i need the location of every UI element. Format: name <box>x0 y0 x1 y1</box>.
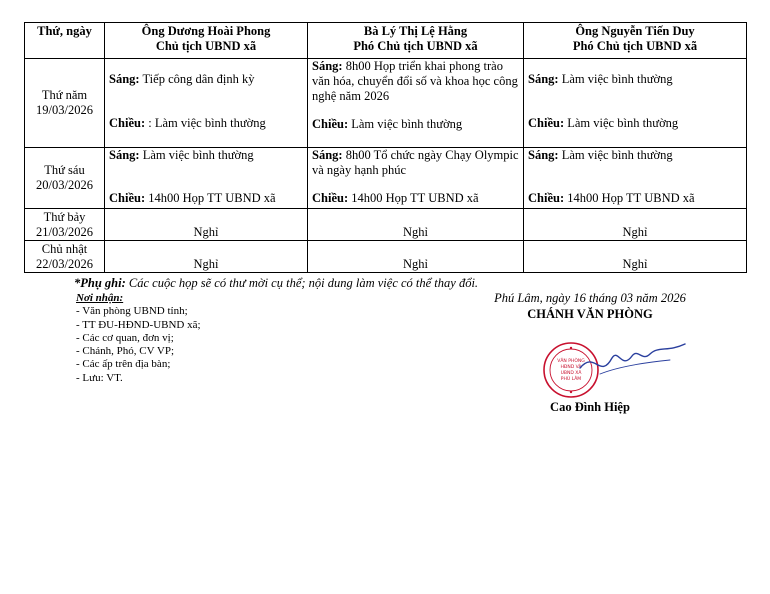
day-cell <box>25 148 105 209</box>
list-item: - Lưu: VT. <box>76 371 123 384</box>
schedule-cell <box>308 59 524 148</box>
morning-text: Làm việc bình thường <box>558 148 673 162</box>
person-2-name: Bà Lý Thị Lệ Hằng <box>363 24 468 38</box>
footnote-text: Các cuộc họp sẽ có thư mời cụ thể; nội dung làm việc có thể thay đổi. <box>125 276 479 290</box>
afternoon-label: Chiều: <box>528 116 565 130</box>
morning-text: 8h00 Họp triển khai phong trào văn hóa, chuyển đổi số và khoa học công nghệ năm 2026 <box>312 59 518 103</box>
schedule-cell: Nghỉ <box>524 209 747 241</box>
afternoon-text: 14h00 Họp TT UBND xã <box>145 191 276 205</box>
afternoon-text: : Làm việc bình thường <box>145 116 266 130</box>
list-item: - Các cơ quan, đơn vị; <box>76 331 174 344</box>
svg-text:PHÚ LÂM: PHÚ LÂM <box>560 377 582 382</box>
signer-role: CHÁNH VĂN PHÒNG <box>527 307 653 321</box>
person-1-role: Chủ tịch UBND xã <box>155 39 257 53</box>
recipients-block <box>76 292 201 385</box>
recipients-title: Nơi nhận: <box>76 292 124 304</box>
schedule-cell <box>105 59 308 148</box>
header-row <box>25 23 747 59</box>
day-name: Thứ sáu <box>44 163 85 177</box>
day-name: Chủ nhật <box>41 241 88 256</box>
seal-stamp-icon <box>544 343 598 397</box>
list-item: - Các ấp trên địa bàn; <box>76 358 171 371</box>
day-date: 21/03/2026 <box>36 224 93 239</box>
afternoon-text: Làm việc bình thường <box>348 117 463 131</box>
morning-label: Sáng: <box>312 148 343 162</box>
table-row <box>25 241 747 273</box>
morning-label: Sáng: <box>312 59 343 73</box>
list-item: - Chánh, Phó, CV VP; <box>76 345 175 358</box>
day-cell <box>25 209 105 241</box>
footnote <box>74 276 478 291</box>
day-date: 20/03/2026 <box>36 178 93 192</box>
day-date: 22/03/2026 <box>36 256 93 271</box>
table-row <box>25 148 747 209</box>
header-person-3 <box>524 23 747 59</box>
schedule-cell: Nghỉ <box>105 209 308 241</box>
svg-text:UBND XÃ: UBND XÃ <box>560 371 582 376</box>
person-1-name: Ông Dương Hoài Phong <box>141 24 271 38</box>
schedule-table <box>24 22 747 273</box>
schedule-cell: Nghỉ <box>308 209 524 241</box>
afternoon-label: Chiều: <box>109 191 146 205</box>
day-date: 19/03/2026 <box>36 103 93 117</box>
footnote-label: *Phụ ghi: <box>74 276 126 290</box>
signer-name: Cao Đình Hiệp <box>550 400 630 414</box>
svg-text:HĐND VÀ: HĐND VÀ <box>560 365 582 370</box>
official-seal <box>540 340 690 400</box>
schedule-cell: Nghỉ <box>524 241 747 273</box>
list-item: - TT ĐU-HĐND-UBND xã; <box>76 318 201 331</box>
day-name: Thứ năm <box>41 88 88 102</box>
morning-text: 8h00 Tổ chức ngày Chạy Olympic và ngày hạnh phúc <box>312 148 519 177</box>
afternoon-text: Làm việc bình thường <box>564 116 679 130</box>
day-cell <box>25 241 105 273</box>
table-row <box>25 209 747 241</box>
svg-text:VĂN PHÒNG: VĂN PHÒNG <box>557 359 585 364</box>
morning-label: Sáng: <box>109 148 140 162</box>
morning-text: Làm việc bình thường <box>139 148 254 162</box>
afternoon-label: Chiều: <box>109 116 146 130</box>
schedule-cell <box>308 148 524 209</box>
schedule-cell <box>524 148 747 209</box>
schedule-cell: Nghỉ <box>308 241 524 273</box>
schedule-cell <box>524 59 747 148</box>
day-name: Thứ bảy <box>43 209 86 224</box>
afternoon-label: Chiều: <box>312 191 349 205</box>
person-2-role: Phó Chủ tịch UBND xã <box>353 39 478 53</box>
header-person-2 <box>308 23 524 59</box>
schedule-cell <box>105 148 308 209</box>
schedule-cell: Nghỉ <box>105 241 308 273</box>
afternoon-text: 14h00 Họp TT UBND xã <box>348 191 479 205</box>
person-3-role: Phó Chủ tịch UBND xã <box>572 39 698 53</box>
afternoon-label: Chiều: <box>312 117 349 131</box>
table-row <box>25 59 747 148</box>
morning-label: Sáng: <box>528 148 559 162</box>
morning-label: Sáng: <box>109 72 140 86</box>
afternoon-label: Chiều: <box>528 191 565 205</box>
morning-text: Tiếp công dân định kỳ <box>139 72 255 86</box>
list-item: - Văn phòng UBND tỉnh; <box>76 305 188 318</box>
signature-block <box>470 291 710 322</box>
day-cell <box>25 59 105 148</box>
morning-label: Sáng: <box>528 72 559 86</box>
morning-text: Làm việc bình thường <box>558 72 673 86</box>
header-person-1 <box>105 23 308 59</box>
handwritten-signature <box>580 344 685 368</box>
header-day: Thứ, ngày <box>25 23 105 59</box>
person-3-name: Ông Nguyễn Tiến Duy <box>575 24 695 38</box>
afternoon-text: 14h00 Họp TT UBND xã <box>564 191 695 205</box>
place-date: Phú Lâm, ngày 16 tháng 03 năm 2026 <box>494 291 686 305</box>
